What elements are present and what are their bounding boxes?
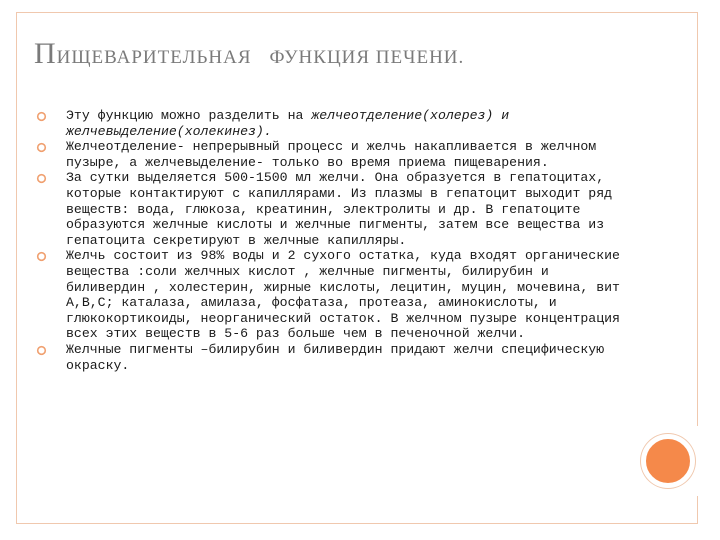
open-circle-bullet-icon (36, 251, 47, 262)
bullet-text-italic: желчеотделение(холерез) и желчевыделение(холекинез). (66, 108, 510, 139)
bullet-item (36, 248, 622, 342)
title-word-1: ИЩЕВАРИТЕЛЬНАЯ (56, 47, 252, 68)
bullet-text: Желчные пигменты –билирубин и биливердин придают желчи специфическую окраску. (66, 341, 605, 373)
bullet-text: Желчь состоит из 98% воды и 2 сухого остатка, куда входят органические вещества :соли желчных кислот , желчные пигменты, билирубин и биливердин , холестерин, жирные кислоты, лецитин, муцин, мочевина, вит А,В,С; каталаза, амилаза, фосфатаза, протеаза, аминокислоты, и глюкокортикоиды, неорганический остаток. В желчном пузыре концентрация всех этих веществ в 5-6 раз больше чем в печеночной желчи. (66, 248, 620, 342)
slide-title (34, 34, 464, 71)
bullet-item (36, 108, 622, 139)
open-circle-bullet-icon (36, 111, 47, 122)
open-circle-bullet-icon (36, 345, 47, 356)
bullet-item (36, 342, 622, 373)
bullet-item (36, 170, 622, 248)
open-circle-bullet-icon (36, 173, 47, 184)
bullet-text: Желчеотделение- непрерывный процесс и желчь накапливается в желчном пузыре, а желчевыделение- только во время приема пищеварения. (66, 139, 597, 170)
open-circle-bullet-icon (36, 142, 47, 153)
bullet-list (36, 108, 622, 373)
bullet-text: Эту функцию можно разделить на (66, 108, 312, 123)
slide-frame-right-edge-bottom (697, 496, 698, 524)
title-words-rest: ФУНКЦИЯ ПЕЧЕНИ. (269, 47, 465, 68)
bullet-item (36, 139, 622, 170)
orange-circle-icon (641, 434, 695, 488)
slide-frame-right-edge-top (697, 12, 698, 426)
bullet-text: За сутки выделяется 500-1500 мл желчи. Она образуется в гепатоцитах, которые контактируют с капиллярами. Из плазмы в гепатоцит выходит ряд веществ: вода, глюкоза, креатинин, электролиты и др. В гепатоците образуются желчные кислоты и желчные пигменты, затем все вещества из гепатоцита секретируют в желчные капилляры. (66, 170, 613, 248)
title-first-letter: П (34, 37, 57, 70)
